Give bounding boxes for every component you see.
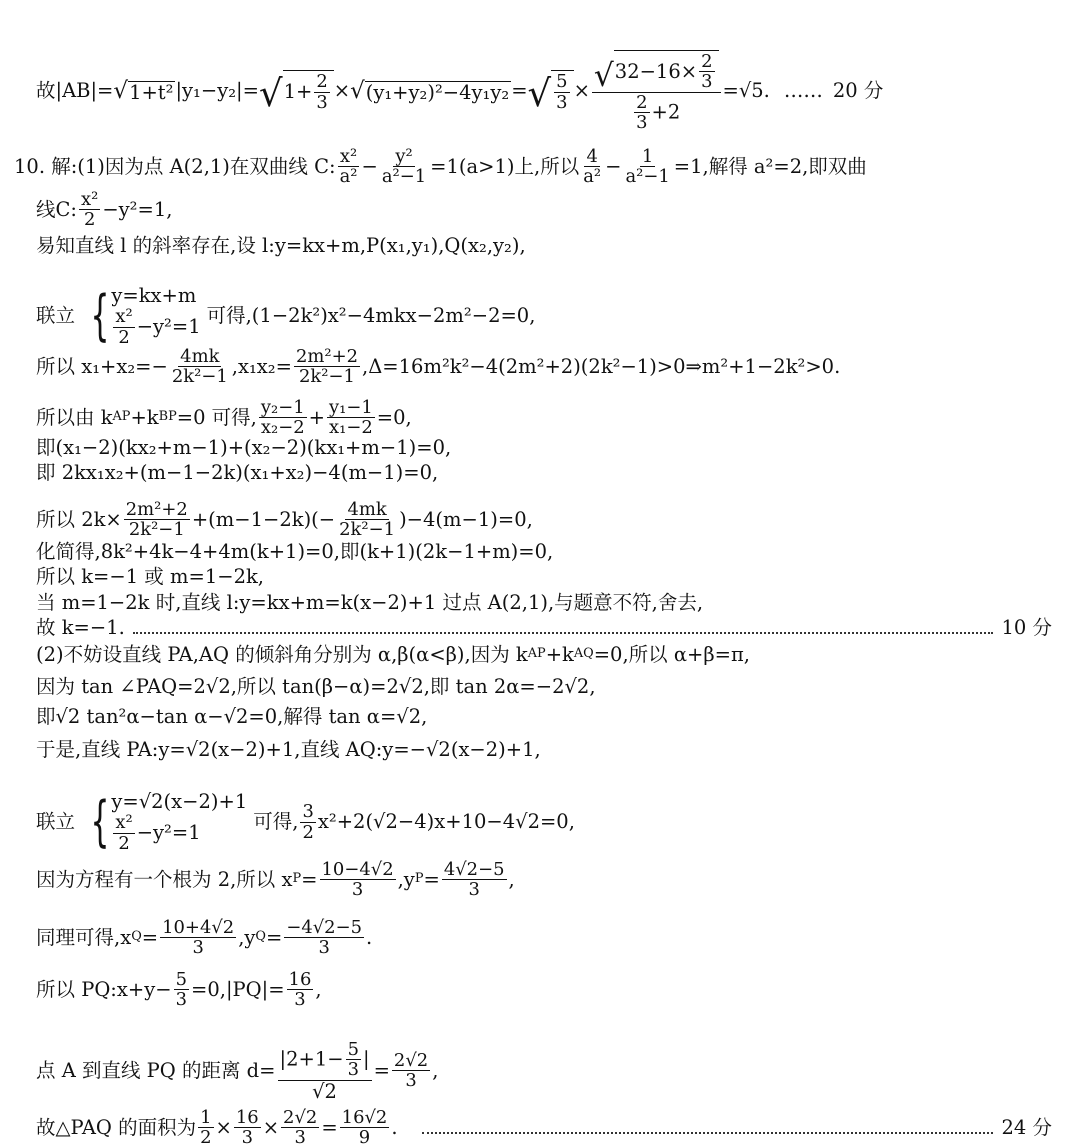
text: =1,解得 a²=2,即双曲 — [673, 155, 867, 179]
fraction: $\frac{5}{3}$ — [556, 71, 568, 113]
line-simplify: 化简得,8k²+4k−4+4m(k+1)=0,即(k+1)(2k−1+m)=0, — [36, 540, 554, 563]
dots — [422, 1122, 994, 1134]
line-problem-10: 10. 解:(1)因为点 A(2,1)在双曲线 C: $\frac{\text{x²}}{\text{a²}}$ − $\frac{\text{y²}}{\text{a²−1}}$ =1(a>1)上,所以 $\frac{4}{\text{a²}}$ − $\frac{1}{\text{a²−1}}$ =1,解得 a²=2,即双曲 — [14, 146, 867, 188]
equation-system: y=√2(x−2)+1 $\frac{\text{x²}}{2}$ −y²=1 — [111, 790, 248, 854]
line-lines-pa-aq: 于是,直线 PA:y=√2(x−2)+1,直线 AQ:y=−√2(x−2)+1, — [36, 738, 541, 761]
line-ab-length — [36, 50, 1052, 132]
text: 1+ — [283, 80, 313, 104]
sqrt-expr: √ 1+ $\frac{2}{3}$ — [259, 70, 334, 112]
text: 线C: — [36, 198, 77, 222]
dots: …… — [783, 79, 823, 103]
score-label: 20 分 — [832, 79, 884, 103]
text: 10. 解:(1)因为点 A(2,1)在双曲线 C: — [14, 155, 336, 179]
fraction: $\frac{4}{\text{a²}}$ — [583, 146, 602, 188]
sqrt-expr: √ (y₁+y₂)²−4y₁y₂ — [350, 77, 510, 105]
text: × — [573, 79, 590, 103]
line-kap-kbp: 所以由 k AP +k BP =0 可得, $\frac{\text{y₂−1}}{\text{x₂−2}}$ + $\frac{\text{y₁−1}}{\text{x₁−2}}$ =0, — [36, 397, 412, 439]
text: ,x₁x₂= — [231, 355, 292, 379]
fraction: √ 32−16× $\frac{2}{3}$ $\frac{2}{3}$ +2 — [592, 50, 721, 132]
text: (y₁+y₂)²−4y₁y₂ — [365, 81, 510, 105]
score-label: 24 分 — [1001, 1116, 1052, 1140]
text: 1+t² — [129, 81, 174, 105]
brace-icon: { — [90, 790, 110, 854]
text: 32−16× — [614, 60, 698, 84]
line-pq: 所以 PQ:x+y− $\frac{5}{3}$ =0,|PQ|= $\frac{16}{3}$ , — [36, 969, 322, 1011]
line-tan: 因为 tan ∠PAQ=2√2,所以 tan(β−α)=2√2,即 tan 2α=−2√2, — [36, 675, 596, 698]
text: 故|AB|= — [36, 79, 114, 103]
text: =√5. — [722, 79, 770, 103]
line-distance: 点 A 到直线 PQ 的距离 d= |2+1− $\frac{5}{3}$ | √2 = $\frac{2√2}{3}$ , — [36, 1039, 439, 1103]
line-slope — [36, 236, 1052, 256]
text: |y₁−y₂|= — [175, 79, 259, 103]
text: ,Δ=16m²k²−4(2m²+2)(2k²−1)>0⇒m²+1−2k²>0. — [362, 355, 841, 379]
line-part-2: (2)不妨设直线 PA,AQ 的倾斜角分别为 α,β(α<β),因为 k AP +k AQ =0,所以 α+β=π, — [36, 643, 750, 666]
text: −y²=1, — [102, 198, 173, 222]
fraction: $\frac{2}{3}$ — [316, 71, 328, 113]
text: 所以 x₁+x₂=− — [36, 355, 168, 379]
line-k-result: 故 k=−1. 10 分 — [36, 616, 1052, 639]
line-k-or-m: 所以 k=−1 或 m=1−2k, — [36, 565, 264, 588]
line-tan-solve: 即√2 tan²α−tan α−√2=0,解得 tan α=√2, — [36, 705, 428, 728]
score-label: 10 分 — [1001, 616, 1052, 639]
text: 可得,(1−2k²)x²−4mkx−2m²−2=0, — [206, 304, 536, 328]
line-reject: 当 m=1−2k 时,直线 l:y=kx+m=k(x−2)+1 过点 A(2,1),与题意不符,舍去, — [36, 591, 704, 614]
brace-icon: { — [90, 284, 110, 348]
line-system-2: 联立 { y=√2(x−2)+1 $\frac{\text{x²}}{2}$ −y²=1 可得, $\frac{3}{2}$ x²+2(√2−4)x+10−4√2=0, — [36, 790, 575, 854]
line-hyperbola — [36, 190, 1052, 230]
sqrt-expr: √ 1+t² — [113, 77, 174, 105]
text: 易知直线 l 的斜率存在,设 l:y=kx+m,P(x₁,y₁),Q(x₂,y₂), — [36, 234, 526, 257]
line-expand-1: 即(x₁−2)(kx₂+m−1)+(x₂−2)(kx₁+m−1)=0, — [36, 436, 452, 459]
line-point-q: 同理可得,x Q = $\frac{10+4√2}{3}$ ,y Q = $\frac{-4√2-5}{3}$ . — [36, 917, 373, 959]
text: 联立 — [36, 304, 76, 328]
text: × — [333, 79, 351, 103]
line-vieta: 所以 x₁+x₂=− $\frac{4mk}{\text{2k²−1}}$ ,x₁x₂= $\frac{\text{2m²+2}}{\text{2k²−1}}$ ,Δ=16m²k²−4(2m²+2)(2k²−1)>0⇒m²+1−2k²>0. — [36, 346, 841, 388]
fraction: $\frac{1}{\text{a²−1}}$ — [625, 146, 670, 188]
line-system-1 — [36, 285, 1052, 347]
line-substitute: 所以 2k× $\frac{\text{2m²+2}}{\text{2k²−1}}$ +(m−1−2k)(− $\frac{4mk}{\text{2k²−1}}$ )−4(m−1)=0, — [36, 499, 533, 541]
equation-system: y=kx+m $\frac{\text{x²}}{2}$ −y²=1 — [111, 284, 201, 348]
dots — [133, 622, 994, 634]
line-expand-2: 即 2kx₁x₂+(m−1−2k)(x₁+x₂)−4(m−1)=0, — [36, 461, 439, 484]
text: = — [511, 79, 528, 103]
line-point-p: 因为方程有一个根为 2,所以 x P = $\frac{10-4√2}{3}$ ,y P = $\frac{4√2-5}{3}$ , — [36, 859, 515, 901]
text: =1(a>1)上,所以 — [430, 155, 580, 179]
fraction: $\frac{\text{y²}}{\text{a²−1}}$ — [381, 146, 427, 188]
sqrt-expr: √ $\frac{5}{3}$ — [528, 70, 574, 112]
fraction: $\frac{\text{x²}}{\text{a²}}$ — [339, 146, 358, 188]
fraction: $\frac{\text{x²}}{2}$ — [81, 189, 99, 231]
line-area: 故△PAQ 的面积为 $\frac{1}{2}$ × $\frac{16}{3}$ × $\frac{2√2}{3}$ = $\frac{16√2}{9}$ . 24 分 — [36, 1107, 1052, 1148]
